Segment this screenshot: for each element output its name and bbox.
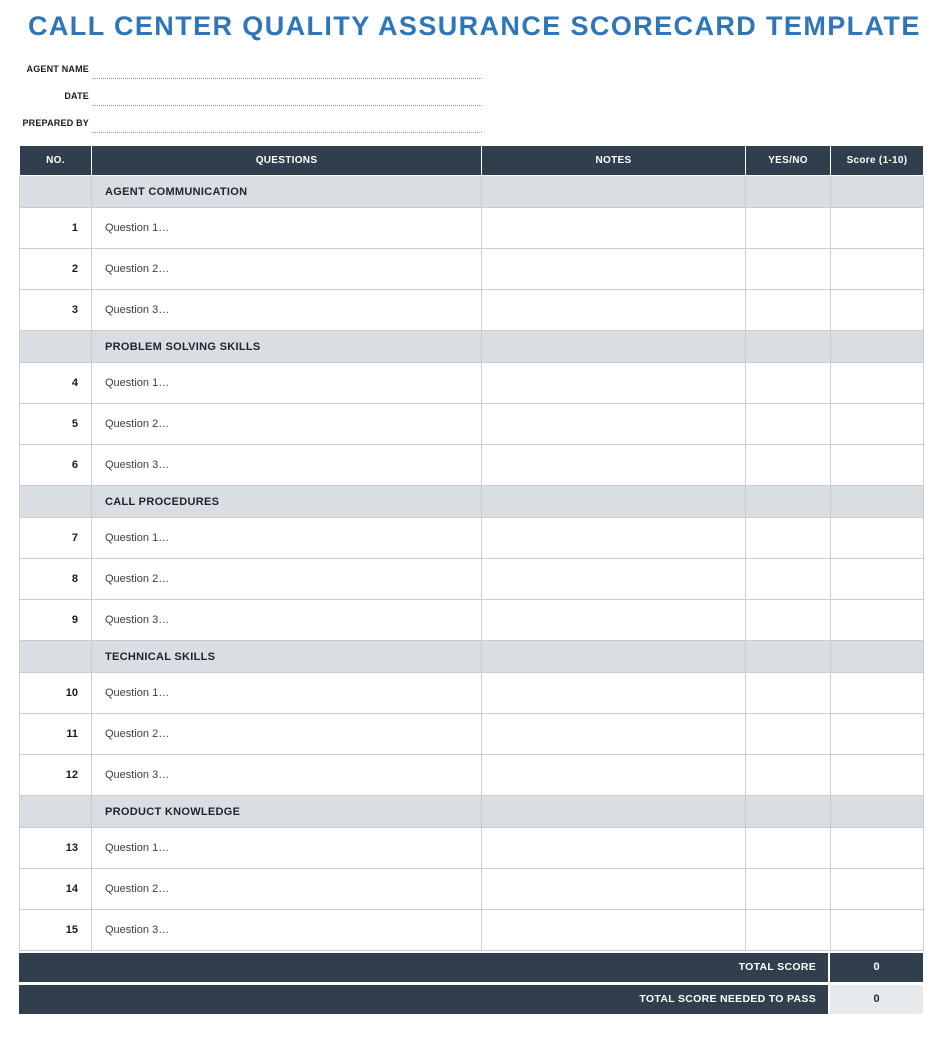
score-cell[interactable] — [831, 714, 924, 755]
notes-cell[interactable] — [482, 290, 746, 331]
row-number: 14 — [20, 869, 92, 910]
score-cell[interactable] — [831, 445, 924, 486]
notes-cell[interactable] — [482, 673, 746, 714]
section-empty-cell — [831, 796, 924, 828]
question-cell[interactable]: Question 3… — [92, 755, 482, 796]
section-empty-cell — [831, 641, 924, 673]
yesno-cell[interactable] — [746, 869, 831, 910]
question-cell[interactable]: Question 2… — [92, 559, 482, 600]
table-header-row — [20, 146, 924, 176]
yesno-cell[interactable] — [746, 249, 831, 290]
row-number: 4 — [20, 363, 92, 404]
question-cell[interactable]: Question 2… — [92, 249, 482, 290]
section-empty-cell — [20, 176, 92, 208]
section-empty-cell — [831, 486, 924, 518]
column-header-questions: QUESTIONS — [92, 146, 482, 176]
row-number: 5 — [20, 404, 92, 445]
yesno-cell[interactable] — [746, 714, 831, 755]
notes-cell[interactable] — [482, 869, 746, 910]
table-row — [20, 673, 924, 714]
score-cell[interactable] — [831, 404, 924, 445]
section-empty-cell — [746, 331, 831, 363]
page — [0, 11, 949, 1043]
table-row — [20, 755, 924, 796]
notes-cell[interactable] — [482, 249, 746, 290]
section-empty-cell — [746, 486, 831, 518]
section-title: PROBLEM SOLVING SKILLS — [92, 331, 482, 363]
score-cell[interactable] — [831, 600, 924, 641]
question-cell[interactable]: Question 1… — [92, 518, 482, 559]
score-cell[interactable] — [831, 208, 924, 249]
section-title: TECHNICAL SKILLS — [92, 641, 482, 673]
section-empty-cell — [831, 176, 924, 208]
table-row — [20, 869, 924, 910]
row-number: 8 — [20, 559, 92, 600]
table-row — [20, 290, 924, 331]
date-label: DATE — [64, 91, 89, 101]
yesno-cell[interactable] — [746, 404, 831, 445]
notes-cell[interactable] — [482, 600, 746, 641]
score-cell[interactable] — [831, 290, 924, 331]
yesno-cell[interactable] — [746, 518, 831, 559]
total-score-row — [19, 953, 923, 982]
prepared-by-field-row — [19, 111, 949, 138]
column-header-score: Score (1-10) — [831, 146, 924, 176]
row-number: 3 — [20, 290, 92, 331]
row-number: 9 — [20, 600, 92, 641]
notes-cell[interactable] — [482, 208, 746, 249]
table-row — [20, 249, 924, 290]
question-cell[interactable]: Question 2… — [92, 404, 482, 445]
section-title: PRODUCT KNOWLEDGE — [92, 796, 482, 828]
score-cell[interactable] — [831, 363, 924, 404]
score-cell[interactable] — [831, 249, 924, 290]
date-field-row — [19, 84, 949, 111]
question-cell[interactable]: Question 1… — [92, 673, 482, 714]
scorecard-table — [19, 145, 924, 951]
yesno-cell[interactable] — [746, 363, 831, 404]
table-row — [20, 404, 924, 445]
prepared-by-input[interactable] — [93, 111, 482, 133]
total-score-needed-row — [19, 985, 923, 1014]
page-title: CALL CENTER QUALITY ASSURANCE SCORECARD TEMPLATE — [28, 11, 921, 41]
question-cell[interactable]: Question 2… — [92, 869, 482, 910]
section-empty-cell — [482, 331, 746, 363]
notes-cell[interactable] — [482, 445, 746, 486]
column-header-no: NO. — [20, 146, 92, 176]
score-cell[interactable] — [831, 755, 924, 796]
score-cell[interactable] — [831, 518, 924, 559]
score-cell[interactable] — [831, 910, 924, 951]
row-number: 12 — [20, 755, 92, 796]
row-number: 1 — [20, 208, 92, 249]
row-number: 11 — [20, 714, 92, 755]
section-empty-cell — [746, 796, 831, 828]
section-row-technical-skills — [20, 641, 924, 673]
total-score-needed-label: TOTAL SCORE NEEDED TO PASS — [19, 985, 828, 1014]
question-cell[interactable]: Question 1… — [92, 363, 482, 404]
section-empty-cell — [482, 796, 746, 828]
section-empty-cell — [20, 641, 92, 673]
column-header-notes: NOTES — [482, 146, 746, 176]
notes-cell[interactable] — [482, 910, 746, 951]
row-number: 2 — [20, 249, 92, 290]
section-row-agent-communication — [20, 176, 924, 208]
yesno-cell[interactable] — [746, 910, 831, 951]
notes-cell[interactable] — [482, 714, 746, 755]
score-cell[interactable] — [831, 869, 924, 910]
notes-cell[interactable] — [482, 404, 746, 445]
section-title: CALL PROCEDURES — [92, 486, 482, 518]
table-row — [20, 445, 924, 486]
section-empty-cell — [482, 176, 746, 208]
section-empty-cell — [482, 641, 746, 673]
agent-name-label: AGENT NAME — [26, 64, 89, 74]
yesno-cell[interactable] — [746, 673, 831, 714]
section-empty-cell — [20, 486, 92, 518]
section-empty-cell — [20, 796, 92, 828]
yesno-cell[interactable] — [746, 290, 831, 331]
table-row — [20, 363, 924, 404]
section-empty-cell — [482, 486, 746, 518]
section-empty-cell — [20, 331, 92, 363]
score-cell[interactable] — [831, 828, 924, 869]
yesno-cell[interactable] — [746, 600, 831, 641]
section-empty-cell — [746, 641, 831, 673]
section-empty-cell — [831, 331, 924, 363]
question-cell[interactable]: Question 2… — [92, 714, 482, 755]
table-row — [20, 714, 924, 755]
header-form — [19, 57, 949, 138]
question-cell[interactable]: Question 1… — [92, 828, 482, 869]
row-number: 6 — [20, 445, 92, 486]
yesno-cell[interactable] — [746, 755, 831, 796]
section-row-call-procedures — [20, 486, 924, 518]
notes-cell[interactable] — [482, 828, 746, 869]
section-title: AGENT COMMUNICATION — [92, 176, 482, 208]
row-number: 13 — [20, 828, 92, 869]
table-row — [20, 518, 924, 559]
notes-cell[interactable] — [482, 755, 746, 796]
yesno-cell[interactable] — [746, 559, 831, 600]
table-row — [20, 910, 924, 951]
section-row-product-knowledge — [20, 796, 924, 828]
question-cell[interactable]: Question 1… — [92, 208, 482, 249]
agent-name-field-row — [19, 57, 949, 84]
date-input[interactable] — [93, 84, 482, 106]
table-row — [20, 600, 924, 641]
question-cell[interactable]: Question 3… — [92, 910, 482, 951]
row-number: 10 — [20, 673, 92, 714]
yesno-cell[interactable] — [746, 828, 831, 869]
total-score-label: TOTAL SCORE — [19, 953, 828, 982]
table-row — [20, 828, 924, 869]
question-cell[interactable]: Question 3… — [92, 600, 482, 641]
notes-cell[interactable] — [482, 559, 746, 600]
question-cell[interactable]: Question 3… — [92, 445, 482, 486]
column-header-yesno: YES/NO — [746, 146, 831, 176]
notes-cell[interactable] — [482, 518, 746, 559]
row-number: 7 — [20, 518, 92, 559]
notes-cell[interactable] — [482, 363, 746, 404]
total-score-needed-value[interactable]: 0 — [830, 985, 923, 1014]
section-row-problem-solving-skills — [20, 331, 924, 363]
yesno-cell[interactable] — [746, 208, 831, 249]
prepared-by-label: PREPARED BY — [22, 118, 89, 128]
totals-section — [19, 953, 923, 1014]
question-cell[interactable]: Question 3… — [92, 290, 482, 331]
total-score-value[interactable]: 0 — [830, 953, 923, 982]
score-cell[interactable] — [831, 559, 924, 600]
table-row — [20, 208, 924, 249]
yesno-cell[interactable] — [746, 445, 831, 486]
score-cell[interactable] — [831, 673, 924, 714]
table-row — [20, 559, 924, 600]
row-number: 15 — [20, 910, 92, 951]
section-empty-cell — [746, 176, 831, 208]
agent-name-input[interactable] — [93, 57, 482, 79]
